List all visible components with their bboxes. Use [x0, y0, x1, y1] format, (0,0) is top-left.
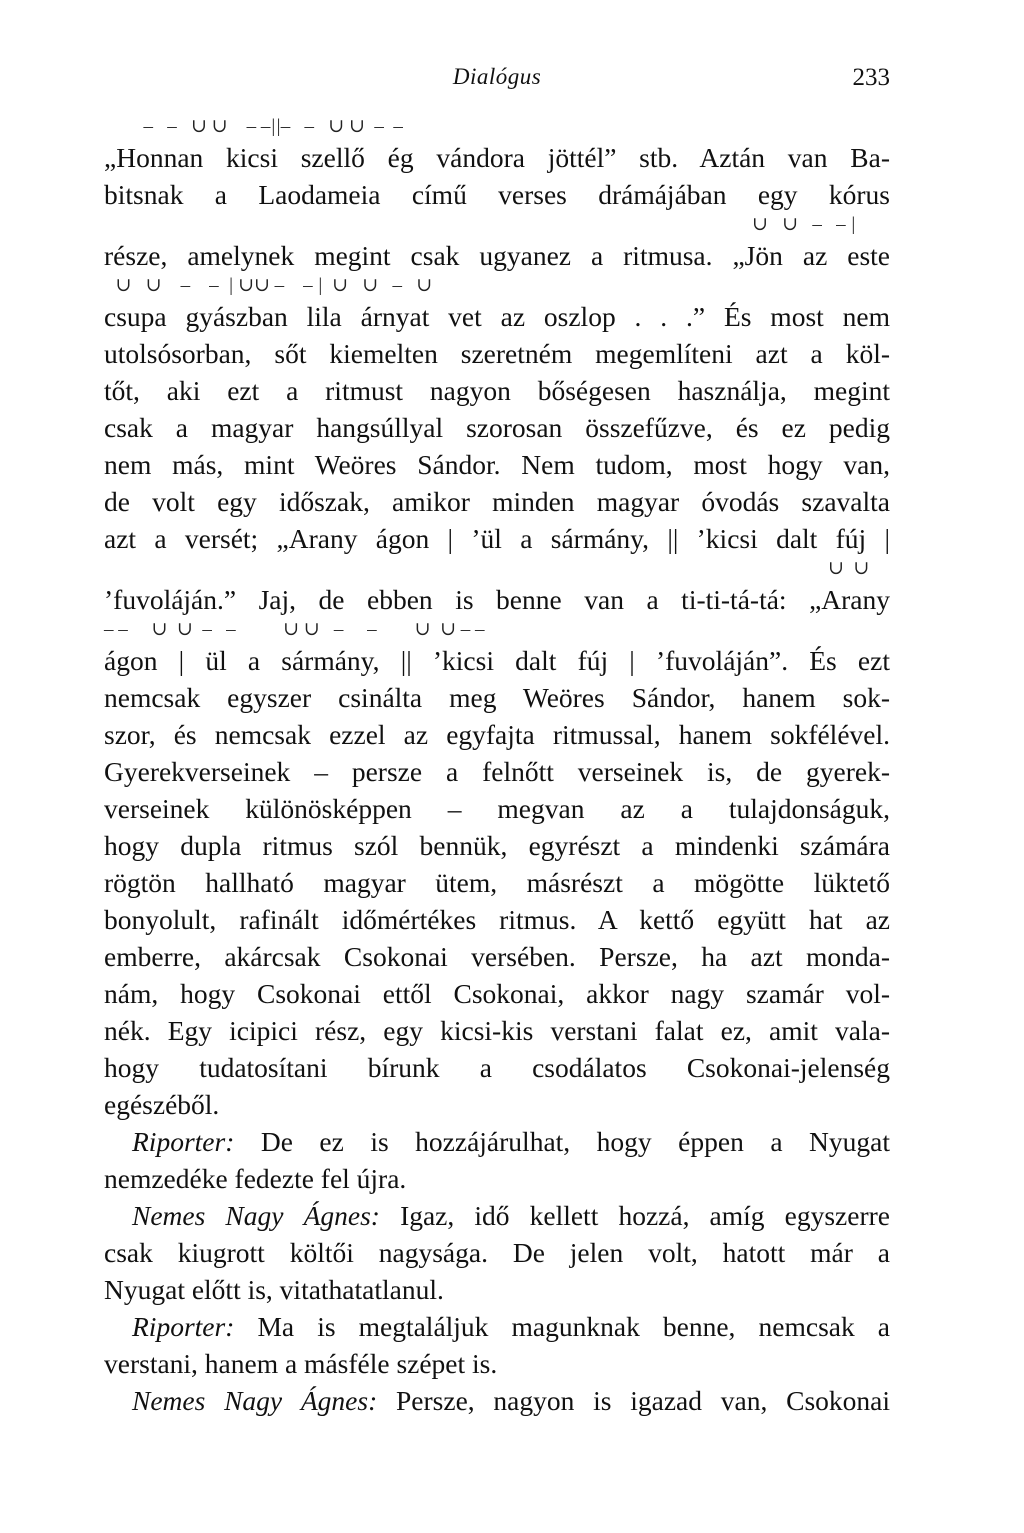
- text-line: „Honnan kicsi szellő ég vándora jöttél” stb. Aztán van Ba-: [104, 142, 890, 173]
- text-line: része, amelynek megint csak ugyanez a ritmusa. „Jön az este: [104, 240, 890, 271]
- text-line-last: egészéből.: [104, 1089, 220, 1120]
- text-line: ’fuvoláján.” Jaj, de ebben is benne van a ti-ti-tá-tá: „Arany: [104, 584, 890, 615]
- speaker-name: Riporter:: [132, 1311, 235, 1342]
- meter-marks: ∪ ∪ – – | ∪∪ – – | ∪ ∪ – ∪: [106, 275, 433, 296]
- text-line: nem más, mint Weöres Sándor. Nem tudom, most hogy van,: [104, 449, 890, 480]
- text-line: szor, és nemcsak ezzel az egyfajta ritmussal, hanem sokfélével.: [104, 719, 890, 750]
- text-line: hogy tudatosítani bírunk a csodálatos Csokonai-jelenség: [104, 1052, 890, 1083]
- dialogue-text: Persze, nagyon is igazad van, Csokonai: [396, 1385, 890, 1416]
- meter-marks: – – ∪ ∪ – – ∪ ∪ – – ∪ ∪ – –: [104, 619, 485, 640]
- text-line: utolsósorban, sőt kiemelten szeretném megemlíteni azt a köl-: [104, 338, 890, 369]
- text-line: nám, hogy Csokonai ettől Csokonai, akkor nagy szamár vol-: [104, 978, 890, 1009]
- dialogue-line-last: verstani, hanem a másféle szépet is.: [104, 1348, 498, 1379]
- text-line: verseinek különösképpen – megvan az a tulajdonságuk,: [104, 793, 890, 824]
- text-line: azt a versét; „Arany ágon | ’ül a sármány, || ’kicsi dalt fúj |: [104, 523, 890, 554]
- meter-marks: – – ∪ ∪ – –||– – ∪ ∪ – –: [134, 116, 403, 137]
- text-line: tőt, aki ezt a ritmust nagyon bőségesen használja, megint: [104, 375, 890, 406]
- text-line: hogy dupla ritmus szól bennük, egyrészt a mindenki számára: [104, 830, 890, 861]
- page-body: [104, 115, 890, 1419]
- text-line: de volt egy időszak, amikor minden magyar óvodás szavalta: [104, 486, 890, 517]
- dialogue-text: Igaz, idő kellett hozzá, amíg egyszerre: [400, 1200, 890, 1231]
- speaker-name: Nemes Nagy Ágnes:: [132, 1200, 380, 1231]
- dialogue-line-last: Nyugat előtt is, vitathatatlanul.: [104, 1274, 444, 1305]
- dialogue-line: [104, 1382, 890, 1419]
- text-line: rögtön hallható magyar ütem, másrészt a mögötte lüktető: [104, 867, 890, 898]
- dialogue-text: De ez is hozzájárulhat, hogy éppen a Nyugat: [260, 1126, 890, 1157]
- text-line: nék. Egy icipici rész, egy kicsi-kis verstani falat ez, amit vala-: [104, 1015, 890, 1046]
- text-line: csak a magyar hangsúllyal szorosan összefűzve, és ez pedig: [104, 412, 890, 443]
- dialogue-line: [104, 1123, 890, 1160]
- running-title: Dialógus: [452, 64, 542, 89]
- speaker-name: Riporter:: [132, 1126, 235, 1157]
- dialogue-line: [104, 1308, 890, 1345]
- page-header: [104, 64, 890, 98]
- text-line: Gyerekverseinek – persze a felnőtt verseinek is, de gyerek-: [104, 756, 890, 787]
- dialogue-line: [104, 1197, 890, 1234]
- page-number: 233: [852, 64, 890, 91]
- meter-marks: ∪ ∪ – – |: [752, 214, 856, 235]
- dialogue-line: csak kiugrott költői nagysága. De jelen volt, hatott már a: [104, 1237, 890, 1268]
- dialogue-text: Ma is megtaláljuk magunknak benne, nemcsak a: [257, 1311, 891, 1342]
- text-line: bitsnak a Laodameia című verses drámájában egy kórus: [104, 179, 890, 210]
- speaker-name: Nemes Nagy Ágnes:: [132, 1385, 378, 1416]
- text-line: emberre, akárcsak Csokonai versében. Persze, ha azt monda-: [104, 941, 890, 972]
- text-line: csupa gyászban lila árnyat vet az oszlop . . .” És most nem: [104, 301, 890, 332]
- text-line: bonyolult, rafinált időmértékes ritmus. A kettő együtt hat az: [104, 904, 890, 935]
- dialogue-line-last: nemzedéke fedezte fel újra.: [104, 1163, 407, 1194]
- text-line: nemcsak egyszer csinálta meg Weöres Sándor, hanem sok-: [104, 682, 890, 713]
- meter-marks: ∪ ∪: [828, 558, 870, 579]
- text-line: ágon | ül a sármány, || ’kicsi dalt fúj | ’fuvoláján”. És ezt: [104, 645, 890, 676]
